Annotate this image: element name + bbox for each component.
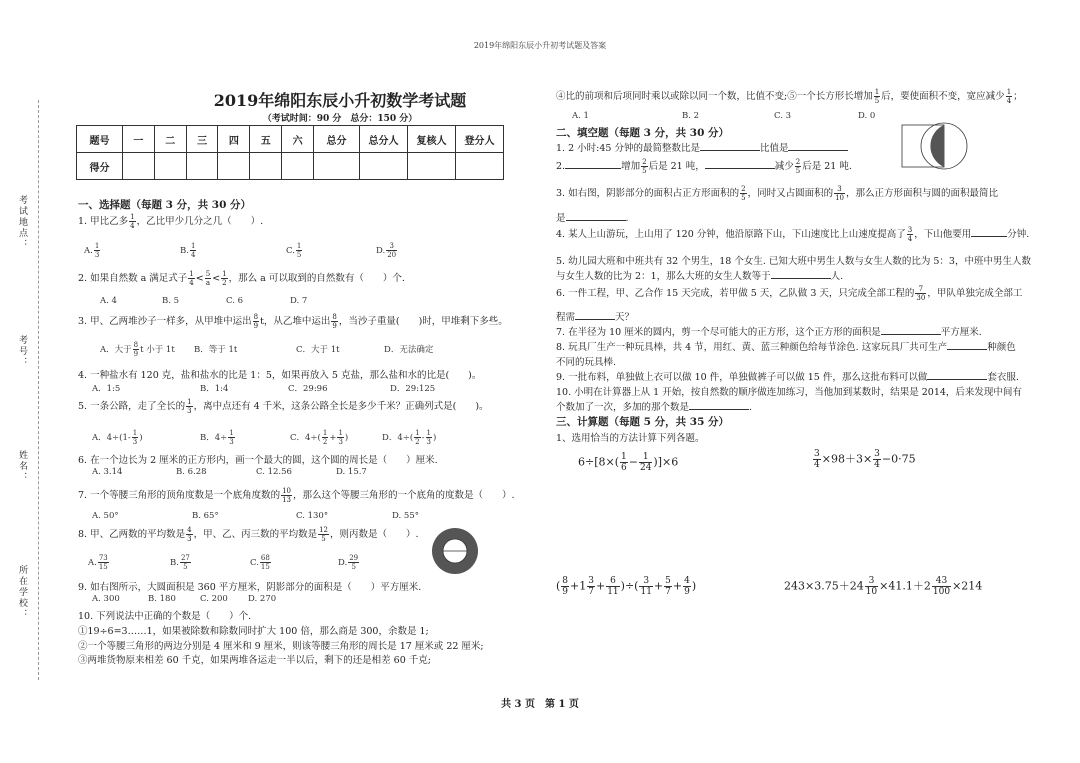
answer-blank[interactable] <box>689 401 749 410</box>
fill-9: 9. 一批布料，单独做上衣可以做 10 件，单独做裤子可以做 15 件，那么这批布料可以做 套衣服. <box>556 372 1019 383</box>
answer-blank[interactable] <box>575 311 615 320</box>
q3-option-b: B．等于 1t <box>194 345 238 355</box>
running-header: 2019年绵阳东辰小升初考试题及答案 <box>473 41 607 50</box>
section3-heading: 三、计算题（每题 5 分，共 35 分） <box>556 416 730 428</box>
q10-statement-2: ②一个等腰三角形的两边分别是 4 厘米和 9 厘米，则该等腰三角形的周长是 17 厘米或 22 厘米; <box>78 641 484 652</box>
score-header-cell: 总分人 <box>360 126 408 153</box>
question-2: 2. 如果自然数 a 满足式子 $\frac{1}{4}$ < $\frac{5}{a}$ < $\frac{1}{2}$ ，那么 a 可以取到的自然数有（ ）个. <box>78 270 405 287</box>
q1-option-d: D. $\frac{3}{20}$ <box>376 242 397 259</box>
side-label-exam-site: 考试地点： <box>17 195 27 250</box>
q7-option-d: D. 55° <box>392 511 419 521</box>
q10-statement-3: ③两堆货物原来相差 60 千克，如果两堆各运走一半以后，剩下的还是相差 60 千克; <box>78 655 431 666</box>
score-cell[interactable] <box>154 153 186 180</box>
q2-option-b: B. 5 <box>162 296 180 306</box>
score-row-label: 得分 <box>77 153 123 180</box>
q8-option-a: A. $\frac{73}{15}$ <box>88 554 108 571</box>
score-header-cell: 总分 <box>314 126 360 153</box>
q6-option-d: D. 15.7 <box>336 467 367 477</box>
section2-heading: 二、填空题（每题 3 分，共 30 分） <box>556 127 730 139</box>
q10-statement-1: ①19÷6=3……1，如果被除数和除数同时扩大 100 倍，那么商是 300，余数是 1; <box>78 626 429 637</box>
q5-option-d: D．4÷( $\frac{1}{2}$ - $\frac{1}{3}$ ) <box>382 429 437 446</box>
q10-option-d: D. 0 <box>858 111 876 121</box>
score-table <box>76 125 504 180</box>
answer-blank[interactable] <box>566 212 626 221</box>
q7-option-a: A. 50° <box>92 511 119 521</box>
question-7: 7. 一个等腰三角形的顶角度数是一个底角度数的 $\frac{10}{13}$ ，那么这个等腰三角形的一个底角的度数是（ ）. <box>78 487 515 504</box>
q10-statement-4: ④比的前项和后项同时乘以或除以同一个数，比值不变;⑤一个长方形长增加 $\frac{1}{5}$ 后，要使面积不变，宽应减少 $\frac{1}{4}$ ； <box>556 88 1023 105</box>
page-footer: 共 3 页 第 1 页 <box>501 699 579 710</box>
q5-option-a: A．4÷(1- $\frac{1}{3}$ ) <box>92 429 143 446</box>
score-cell[interactable] <box>360 153 408 180</box>
circle-diagram-icon <box>430 526 480 576</box>
q4-option-b: B．1:4 <box>200 384 229 394</box>
q3-option-c: C．大于 1t <box>296 345 340 355</box>
side-label-name: 姓名： <box>17 450 27 483</box>
score-header-cell: 题号 <box>77 126 123 153</box>
fill-8-line2: 不同的玩具棒. <box>556 357 617 368</box>
q4-option-c: C．29:96 <box>288 384 328 394</box>
fill-6-line2: 程需 天？ <box>556 312 635 323</box>
section3-instruction: 1、选用恰当的方法计算下列各题。 <box>556 433 705 444</box>
side-label-school: 所在学校： <box>17 565 27 620</box>
answer-blank[interactable] <box>771 270 831 279</box>
score-header-cell: 六 <box>282 126 314 153</box>
q6-option-c: C. 12.56 <box>256 467 292 477</box>
answer-blank[interactable] <box>705 160 775 169</box>
score-cell[interactable] <box>408 153 456 180</box>
q7-option-b: B. 65° <box>192 511 219 521</box>
q4-option-a: A．1:5 <box>92 384 121 394</box>
square-circle-diagram-icon <box>900 122 988 172</box>
calc-expression-4: 243×3.75＋24 $\frac{3}{10}$ ×41.1＋2 $\frac{43}{100}$ ×214 <box>784 576 983 597</box>
fraction: $\frac{1}{4}$ <box>130 213 135 230</box>
exam-info: （考试时间：90 分 总分：150 分） <box>262 114 418 124</box>
score-header-cell: 二 <box>154 126 186 153</box>
score-header-cell: 登分人 <box>456 126 504 153</box>
answer-blank[interactable] <box>565 160 621 169</box>
calc-expression-3: ( $\frac{8}{9}$ +1 $\frac{3}{7}$ + $\frac{6}{11}$ )÷( $\frac{3}{11}$ + $\frac{5}{7}$ + $\frac{4}{9}$ ) <box>556 576 697 597</box>
score-header-cell: 一 <box>123 126 155 153</box>
score-header-cell: 五 <box>250 126 282 153</box>
fill-10: 10. 小明在计算器上从 1 开始，按自然数的顺序做连加练习，当他加到某数时，结果是 2014，后来发现中间有 <box>556 387 1022 398</box>
q3-option-d: D．无法确定 <box>384 345 434 355</box>
q1-option-b: B. $\frac{1}{4}$ <box>180 242 196 259</box>
q6-option-a: A. 3.14 <box>92 467 123 477</box>
question-10: 10. 下列说法中正确的个数是（ ）个. <box>78 611 252 622</box>
score-header-cell: 复核人 <box>408 126 456 153</box>
q2-option-d: D. 7 <box>290 296 308 306</box>
q9-option-a: A. 300 <box>92 594 120 604</box>
q5-option-c: C．4÷( $\frac{1}{2}$ + $\frac{1}{3}$ ) <box>290 429 349 446</box>
q2-option-c: C. 6 <box>226 296 244 306</box>
answer-blank[interactable] <box>700 142 760 151</box>
answer-blank[interactable] <box>947 341 987 350</box>
calc-expression-2: $\frac{3}{4}$ ×98＋3× $\frac{3}{4}$ −0·75 <box>814 449 916 470</box>
question-1 <box>78 213 263 230</box>
answer-blank[interactable] <box>788 142 848 151</box>
fill-1: 1. 2 小时:45 分钟的最简整数比是 比值是 <box>556 140 848 154</box>
question-3: 3. 甲、乙两堆沙子一样多，从甲堆中运出 $\frac{8}{9}$ t，从乙堆中运出 $\frac{8}{9}$ ，当沙子重量( )时，甲堆剩下多些。 <box>78 313 508 330</box>
answer-blank[interactable] <box>971 228 1007 237</box>
q1-text: 1. 甲比乙多 <box>78 216 129 227</box>
q1-tail: ，乙比甲少几分之几（ ）. <box>136 216 264 227</box>
question-5: 5. 一条公路，走了全长的 $\frac{1}{3}$ ，离中点还有 4 千米，这条公路全长是多少千米？正确列式是( )。 <box>78 398 489 415</box>
fill-10-line2: 个数加了一次，多加的那个数是 . <box>556 402 753 413</box>
q5-option-b: B．4÷ $\frac{1}{3}$ <box>200 429 234 446</box>
answer-blank[interactable] <box>927 371 987 380</box>
score-cell[interactable] <box>282 153 314 180</box>
question-4: 4. 一种盐水有 120 克，盐和盐水的比是 1：5，如果再放入 5 克盐，那么盐和水的比是( )。 <box>78 370 482 381</box>
fill-5: 5. 幼儿园大班和中班共有 32 个男生，18 个女生. 已知大班中男生人数与女生人数的比为 5：3，中班中男生人数 <box>556 256 1031 267</box>
q6-option-b: B. 6.28 <box>176 467 207 477</box>
question-8: 8. 甲、乙两数的平均数是 $\frac{4}{3}$ ，甲、乙、丙三数的平均数是 $\frac{12}{5}$ ，则丙数是（ ）. <box>78 526 419 543</box>
question-6: 6. 在一个边长为 2 厘米的正方形内，画一个最大的圆，这个圆的周长是（ ）厘米. <box>78 455 438 466</box>
fill-6: 6. 一件工程，甲、乙合作 15 天完成，若甲做 5 天，乙队做 3 天，只完成全部工程的 $\frac{7}{30}$ ，甲队单独完成全部工 <box>556 285 1023 302</box>
q7-option-c: C. 130° <box>296 511 329 521</box>
binding-line <box>38 100 39 680</box>
question-9: 9. 如右图所示，大圆面积是 360 平方厘米，阴影部分的面积是（ ）平方厘米. <box>78 582 422 593</box>
score-cell[interactable] <box>250 153 282 180</box>
fill-2: 2. 增加 $\frac{2}{5}$ 后是 21 吨， 减少 $\frac{2}{5}$ 后是 21 吨. <box>556 158 852 175</box>
section1-heading: 一、选择题（每题 3 分，共 30 分） <box>78 199 252 211</box>
q4-option-d: D．29:125 <box>390 384 436 394</box>
q2-option-a: A. 4 <box>100 296 117 306</box>
q1-option-c: C. $\frac{1}{5}$ <box>286 242 302 259</box>
fill-4: 4. 某人上山游玩，上山用了 120 分钟，他沿原路下山，下山速度比上山速度提高了 $\frac{3}{4}$ ，下山他要用 分钟. <box>556 226 1030 243</box>
q1-option-a: A. $\frac{1}{3}$ <box>84 242 100 259</box>
q8-option-c: C. $\frac{68}{15}$ <box>250 554 270 571</box>
score-cell[interactable] <box>218 153 250 180</box>
score-header-cell: 三 <box>186 126 218 153</box>
score-cell[interactable] <box>314 153 360 180</box>
fill-3-line2: 是 . <box>556 213 629 224</box>
q9-option-d: D. 270 <box>248 594 277 604</box>
q10-option-a: A. 1 <box>572 111 589 121</box>
q10-option-b: B. 2 <box>682 111 700 121</box>
fill-3: 3. 如右图，阴影部分的面积占正方形面积的 $\frac{2}{5}$ ，同时又占圆面积的 $\frac{3}{10}$ ，那么正方形面积与圆的面积最简比 <box>556 185 999 202</box>
q9-option-c: C. 200 <box>200 594 228 604</box>
exam-title: 2019年绵阳东辰小升初数学考试题 <box>213 91 467 110</box>
q10-option-c: C. 3 <box>774 111 792 121</box>
fill-8: 8. 玩具厂生产一种玩具棒，共 4 节，用红、黄、蓝三种颜色给每节涂色. 这家玩具厂共可生产 种颜色 <box>556 342 1016 353</box>
score-cell[interactable] <box>456 153 504 180</box>
fill-5-line2: 与女生人数的比为 2：1，那么大班的女生人数等于 人. <box>556 271 844 282</box>
q8-option-d: D. $\frac{29}{5}$ <box>338 554 359 571</box>
score-header-cell: 四 <box>218 126 250 153</box>
q3-option-a: A．大于 $\frac{8}{9}$ t 小于 1t <box>100 341 175 358</box>
side-label-exam-no: 考号： <box>17 335 27 368</box>
answer-blank[interactable] <box>881 326 941 335</box>
score-cell[interactable] <box>186 153 218 180</box>
calc-expression-1: 6÷[8×( $\frac{1}{6}$ − $\frac{1}{24}$ )]×6 <box>578 452 679 473</box>
q9-option-b: B. 180 <box>148 594 176 604</box>
fill-7: 7. 在半径为 10 厘米的圆内，剪一个尽可能大的正方形，这个正方形的面积是 平方厘米. <box>556 327 982 338</box>
score-cell[interactable] <box>123 153 155 180</box>
q8-option-b: B. $\frac{27}{5}$ <box>170 554 190 571</box>
